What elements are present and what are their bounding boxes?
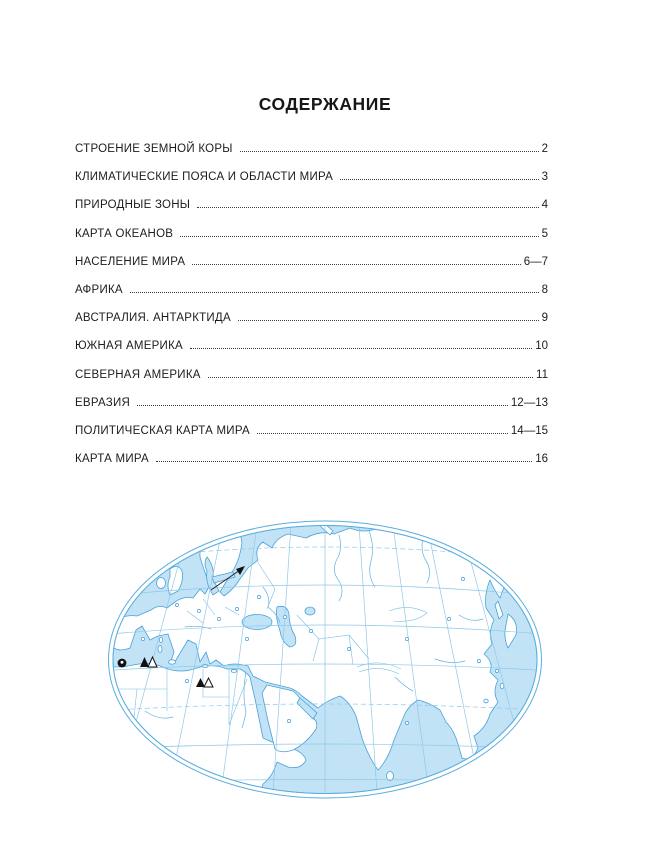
- dot-leader: [238, 319, 539, 321]
- aral-sea: [305, 607, 315, 615]
- toc-entry: [75, 340, 548, 368]
- page-title: СОДЕРЖАНИЕ: [258, 94, 392, 114]
- hainan-island: [484, 699, 488, 703]
- dot-leader: [130, 291, 539, 293]
- oval-map-svg: [107, 519, 544, 800]
- dot-leader: [240, 150, 539, 152]
- toc-entry-page: 11: [536, 368, 548, 381]
- toc-entry: [75, 171, 548, 199]
- toc-entry: [75, 453, 548, 481]
- dot-leader: [197, 206, 538, 208]
- toc-entry-page: 10: [535, 340, 548, 353]
- toc-entry: [75, 284, 548, 312]
- toc-entry-page: 12—13: [510, 396, 548, 409]
- toc-entry: [75, 312, 548, 340]
- black-sea: [242, 615, 272, 630]
- toc-entry-label: АФРИКА: [75, 283, 123, 296]
- toc-entry-label: ПОЛИТИЧЕСКАЯ КАРТА МИРА: [75, 424, 250, 437]
- toc-entry: [75, 228, 548, 256]
- toc-entry-label: АВСТРАЛИЯ. АНТАРКТИДА: [75, 312, 231, 325]
- toc-entry-page: 9: [541, 312, 548, 325]
- toc-entry: [75, 369, 548, 397]
- toc-entry-page: 5: [541, 227, 548, 240]
- dot-leader: [192, 263, 520, 265]
- sicily-island: [169, 660, 176, 664]
- toc-entry-label: КАРТА МИРА: [75, 453, 149, 466]
- dot-leader: [208, 376, 533, 378]
- toc-entry: [75, 256, 548, 284]
- dot-leader: [340, 178, 539, 180]
- table-of-contents: [75, 143, 548, 481]
- toc-entry-label: ЕВРАЗИЯ: [75, 396, 131, 409]
- toc-entry-label: СТРОЕНИЕ ЗЕМНОЙ КОРЫ: [75, 143, 233, 155]
- toc-entry: [75, 397, 548, 425]
- dot-leader: [180, 235, 538, 237]
- toc-entry: [75, 425, 548, 453]
- sri-lanka-island: [387, 772, 394, 781]
- corsica-island: [159, 637, 162, 642]
- toc-entry-page: 2: [541, 143, 548, 155]
- dot-leader: [257, 432, 508, 434]
- toc-entry-page: 16: [535, 453, 548, 466]
- toc-entry-label: КЛИМАТИЧЕСКИЕ ПОЯСА И ОБЛАСТИ МИРА: [75, 171, 334, 184]
- toc-entry-page: 14—15: [510, 424, 548, 437]
- dot-leader: [137, 404, 508, 406]
- toc-entry-label: НАСЕЛЕНИЕ МИРА: [75, 255, 186, 268]
- toc-entry-label: КАРТА ОКЕАНОВ: [75, 227, 174, 240]
- dot-leader: [156, 460, 532, 462]
- ireland-island: [157, 578, 166, 589]
- marker-circle-icon: [118, 659, 127, 668]
- toc-entry-label: СЕВЕРНАЯ АМЕРИКА: [75, 368, 201, 381]
- contour-world-map: [107, 519, 544, 800]
- toc-entry: [75, 199, 548, 227]
- taiwan-island: [500, 683, 504, 689]
- toc-entry-page: 3: [541, 171, 548, 184]
- cyprus-island: [231, 670, 237, 673]
- sardinia-island: [158, 646, 162, 653]
- dot-leader: [190, 347, 532, 349]
- toc-entry-label: ПРИРОДНЫЕ ЗОНЫ: [75, 199, 191, 212]
- toc-entry-page: 8: [541, 283, 548, 296]
- toc-entry: [75, 143, 548, 171]
- toc-entry-page: 4: [541, 199, 548, 212]
- toc-entry-page: 6—7: [523, 255, 548, 268]
- toc-entry-label: ЮЖНАЯ АМЕРИКА: [75, 340, 183, 353]
